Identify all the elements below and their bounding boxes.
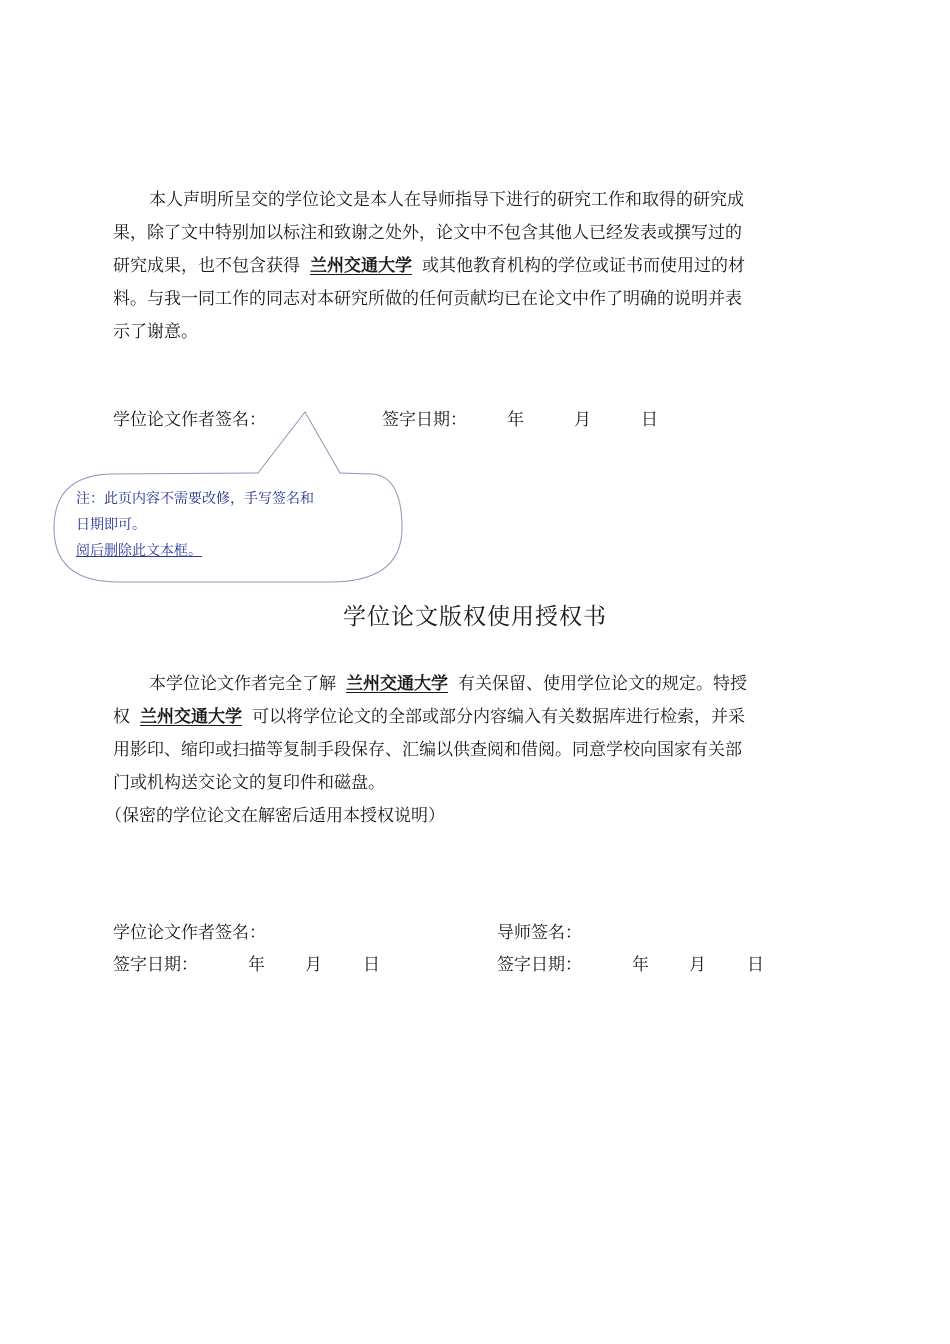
advisor-day: 日 [747, 955, 764, 975]
auth-author-year: 年 [248, 955, 265, 975]
declaration-line-3a: 研究成果，也不包含获得 [113, 256, 300, 276]
year-label: 年 [507, 410, 524, 430]
auth-author-signature-label: 学位论文作者签名： [113, 923, 266, 943]
authorization-line-2a: 权 [113, 707, 130, 727]
authorization-title: 学位论文版权使用授权书 [343, 604, 607, 630]
day-label: 日 [641, 410, 658, 430]
advisor-year: 年 [632, 955, 649, 975]
advisor-signature-label: 导师签名： [497, 923, 582, 943]
authorization-line-1 [113, 668, 838, 701]
advisor-date-label: 签字日期： [497, 955, 582, 975]
authorization-line-2b: 可以将学位论文的全部或部分内容编入有关数据库进行检索，并采 [252, 707, 745, 727]
university-name: 兰州交通大学 [310, 256, 412, 276]
declaration-line-2: 果，除了文中特别加以标注和致谢之处外，论文中不包含其他人已经发表或撰写过的 [113, 223, 742, 243]
callout-delete-link[interactable]: 阅后删除此文本框。 [76, 543, 202, 559]
authorization-university-2: 兰州交通大学 [140, 707, 242, 727]
auth-author-day: 日 [363, 955, 380, 975]
authorization-university-1: 兰州交通大学 [346, 674, 448, 694]
advisor-month: 月 [689, 955, 706, 975]
month-label: 月 [574, 410, 591, 430]
authorization-note: （保密的学位论文在解密后适用本授权说明） [105, 806, 445, 826]
authorization-line-2 [113, 701, 838, 734]
authorization-line-1a: 本学位论文作者完全了解 [149, 674, 336, 694]
callout-text[interactable] [76, 486, 396, 564]
declaration-line-4: 料。与我一同工作的同志对本研究所做的任何贡献均已在论文中作了明确的说明并表 [113, 289, 742, 309]
authorization-line-4: 门或机构送交论文的复印件和磁盘。 [113, 773, 385, 793]
callout-line-2: 日期即可。 [76, 517, 146, 533]
declaration-line-5: 示了谢意。 [113, 322, 198, 342]
authorization-line-3: 用影印、缩印或扫描等复制手段保存、汇编以供查阅和借阅。同意学校向国家有关部 [113, 740, 742, 760]
auth-author-date-label: 签字日期： [113, 955, 198, 975]
sign-date-label: 签字日期： [382, 410, 467, 430]
author-signature-label: 学位论文作者签名： [113, 410, 266, 430]
declaration-line-3b: 或其他教育机构的学位或证书而使用过的材 [422, 256, 745, 276]
authorization-line-1b: 有关保留、使用学位论文的规定。特授 [458, 674, 747, 694]
declaration-line-1: 本人声明所呈交的学位论文是本人在导师指导下进行的研究工作和取得的研究成 [149, 190, 744, 210]
authorization-paragraph [105, 668, 838, 833]
auth-author-month: 月 [305, 955, 322, 975]
callout-line-1: 注：此页内容不需要改修，手写签名和 [76, 491, 314, 507]
